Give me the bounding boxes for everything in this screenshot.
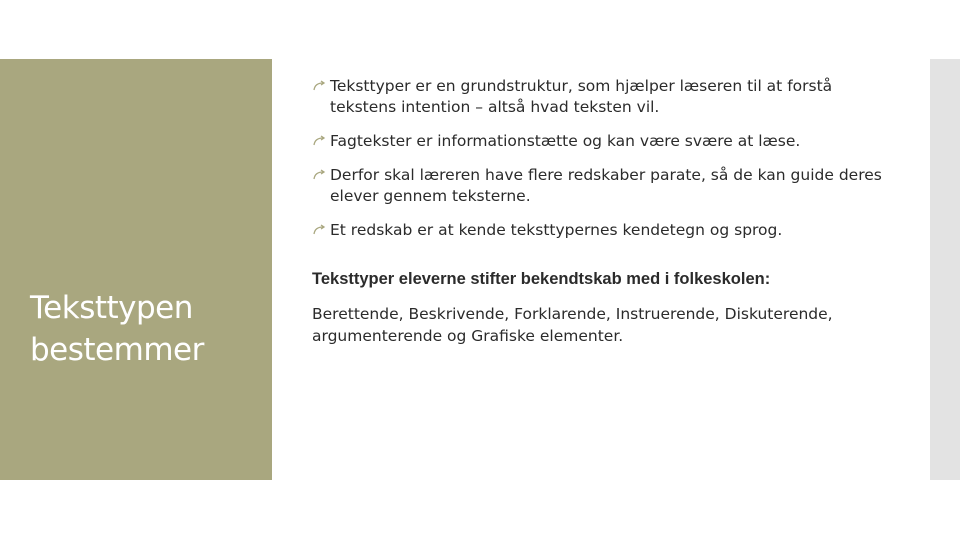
bullet-item xyxy=(312,220,902,241)
bullet-text: Et redskab er at kende teksttypernes kendetegn og sprog. xyxy=(330,221,783,239)
curved-arrow-icon xyxy=(312,224,327,236)
bullet-text: Teksttyper er en grundstruktur, som hjælper læseren til at forstå tekstens intention – altså hvad teksten vil. xyxy=(330,77,833,116)
title-panel xyxy=(0,59,272,480)
slide-title xyxy=(30,287,270,371)
slide-title-line-2: bestemmer xyxy=(30,332,204,368)
text-types-list: Berettende, Beskrivende, Forklarende, Instruerende, Diskuterende, argumenterende og Grafiske elementer. xyxy=(312,305,833,345)
curved-arrow-icon xyxy=(312,80,327,92)
bullet-item xyxy=(312,165,902,207)
section-subheading: Teksttyper eleverne stifter bekendtskab med i folkeskolen: xyxy=(312,270,771,288)
slide-title-line-1: Teksttypen xyxy=(30,290,193,326)
slide-content xyxy=(312,76,902,347)
curved-arrow-icon xyxy=(312,169,327,181)
bullet-text: Derfor skal læreren have flere redskaber parate, så de kan guide deres elever gennem teksterne. xyxy=(330,166,882,205)
curved-arrow-icon xyxy=(312,135,327,147)
bullet-text: Fagtekster er informationstætte og kan være svære at læse. xyxy=(330,132,801,150)
bullet-item xyxy=(312,131,902,152)
bullet-item xyxy=(312,76,902,118)
right-accent-strip xyxy=(930,59,960,480)
